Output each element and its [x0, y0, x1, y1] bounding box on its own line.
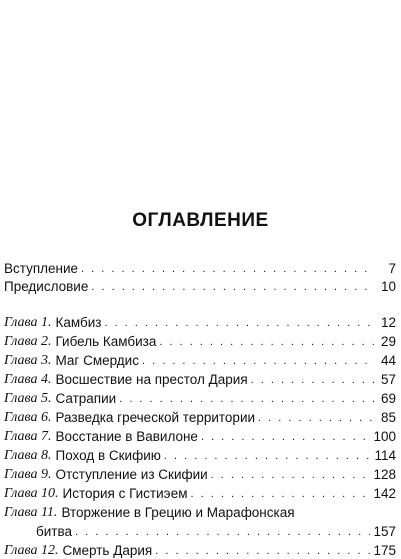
toc-entry-label: Предисловие — [4, 279, 89, 294]
toc-page-number: 128 — [373, 467, 396, 482]
toc-entry-label: Смерть Дария — [62, 543, 153, 558]
toc-chapter-number: Глава 9. — [4, 467, 52, 482]
toc-page-number: 57 — [380, 372, 396, 387]
toc-entry-label: Отступление из Скифии — [55, 467, 208, 482]
toc-chapter-number: Глава 12. — [4, 543, 59, 558]
dot-leader — [142, 353, 375, 369]
dot-leader — [159, 334, 375, 350]
toc-entry-label: Разведка греческой территории — [55, 410, 256, 425]
toc-entry-intro[interactable] — [4, 258, 396, 277]
toc-page-number: 29 — [380, 334, 396, 349]
toc-page-number: 69 — [380, 391, 396, 406]
toc-entry-label: Вступление — [4, 261, 79, 276]
toc-page-number: 10 — [380, 279, 396, 294]
toc-entry-label: Маг Смердис — [55, 353, 139, 368]
toc-chapter-number: Глава 5. — [4, 391, 52, 406]
toc-chapter-number: Глава 10. — [4, 486, 59, 501]
dot-leader — [104, 315, 375, 331]
dot-leader — [211, 467, 371, 483]
toc-page-number: 175 — [373, 543, 396, 558]
dot-leader — [258, 410, 375, 426]
toc-entry-chapter-7[interactable] — [4, 426, 396, 445]
dot-leader — [201, 429, 371, 445]
dot-leader — [164, 448, 372, 464]
toc-chapter-number: Глава 3. — [4, 353, 52, 368]
toc-title: ОГЛАВЛЕНИЕ — [132, 210, 269, 231]
toc-entry-chapter-1[interactable] — [4, 312, 396, 331]
toc-entry-chapter-2[interactable] — [4, 331, 396, 350]
dot-leader — [91, 279, 375, 295]
toc-entry-chapter-10[interactable] — [4, 483, 396, 502]
toc-page-number: 157 — [373, 524, 396, 539]
toc-chapter-number: Глава 8. — [4, 448, 52, 463]
toc-page-number: 44 — [380, 353, 396, 368]
toc-entry-label: Восстание в Вавилоне — [55, 429, 198, 444]
toc-chapter-number: Глава 2. — [4, 334, 52, 349]
toc-entry-chapter-8[interactable] — [4, 445, 396, 464]
toc-entry-label: Гибель Камбиза — [55, 334, 157, 349]
toc-entry-label-continued: битва — [36, 524, 72, 539]
toc-entry-chapter-11[interactable] — [4, 502, 396, 521]
dot-leader — [81, 261, 375, 277]
toc-page-number: 85 — [380, 410, 396, 425]
toc-entry-chapter-11-continued[interactable] — [4, 521, 396, 540]
toc-entry-label: Вторжение в Грецию и Марафонская — [61, 505, 295, 520]
toc-chapter-number: Глава 7. — [4, 429, 52, 444]
dot-leader — [119, 391, 375, 407]
toc-page-number: 12 — [380, 315, 396, 330]
toc-entry-label: История с Гистиэем — [62, 486, 188, 501]
dot-leader — [75, 524, 370, 540]
toc-page-number: 114 — [374, 448, 396, 463]
toc-entry-label: Сатрапии — [55, 391, 117, 406]
toc-chapter-number: Глава 1. — [4, 315, 52, 330]
dot-leader — [191, 486, 371, 502]
toc-page-number: 100 — [373, 429, 396, 444]
toc-entry-chapter-6[interactable] — [4, 407, 396, 426]
toc-entry-chapter-9[interactable] — [4, 464, 396, 483]
toc-entry-chapter-3[interactable] — [4, 350, 396, 369]
toc-page-number: 142 — [373, 486, 396, 501]
toc-chapter-number: Глава 4. — [4, 372, 52, 387]
toc-page-number: 7 — [388, 261, 396, 276]
dot-leader — [251, 372, 375, 388]
toc-entry-label: Поход в Скифию — [55, 448, 161, 463]
toc-chapter-number: Глава 6. — [4, 410, 52, 425]
toc-entry-preface[interactable] — [4, 276, 396, 295]
toc-entry-chapter-4[interactable] — [4, 369, 396, 388]
toc-entry-label: Восшествие на престол Дария — [55, 372, 248, 387]
toc-chapter-number: Глава 11. — [4, 505, 58, 520]
toc-entry-chapter-5[interactable] — [4, 388, 396, 407]
toc-entry-label: Камбиз — [55, 315, 102, 330]
dot-leader — [155, 543, 370, 559]
